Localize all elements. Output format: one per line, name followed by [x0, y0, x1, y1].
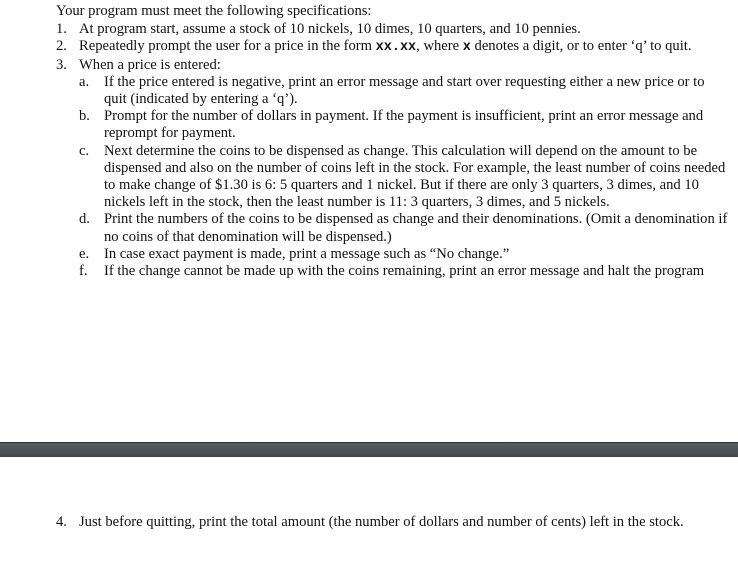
- item-text: At program start, assume a stock of 10 nickels, 10 dimes, 10 quarters, and 10 pennies.: [79, 21, 581, 38]
- item-number: 3.: [56, 56, 67, 73]
- sub-item-d: [56, 211, 728, 245]
- spec-item-2: [56, 38, 728, 56]
- sub-item-f: [56, 263, 728, 280]
- item-text: Repeatedly prompt the user for a price in the form xx.xx, where x denotes a digit, or to enter ‘q’ to quit.: [79, 38, 692, 56]
- sub-item-text: Prompt for the number of dollars in payment. If the payment is insufficient, print an error message and reprompt for payment.: [104, 108, 704, 142]
- sub-item-letter: d.: [79, 211, 90, 228]
- sub-item-letter: b.: [79, 108, 90, 125]
- sub-item-text: If the change cannot be made up with the coins remaining, print an error message and halt the program: [104, 263, 705, 280]
- sub-item-a: [56, 74, 728, 108]
- intro-text: Your program must meet the following specifications:: [56, 3, 372, 19]
- code-format: xx.xx: [375, 40, 417, 56]
- sub-item-text: If the price entered is negative, print an error message and start over requesting either a new price or to quit (indicated by entering a ‘q’).: [104, 73, 705, 108]
- sub-item-letter: c.: [79, 142, 90, 159]
- specifications-section: [56, 3, 728, 280]
- sub-item-b: [56, 108, 728, 142]
- code-digit: x: [462, 40, 471, 56]
- sub-item-c: [56, 143, 728, 212]
- spec-item-3: [56, 57, 728, 74]
- sub-item-letter: f.: [79, 263, 88, 280]
- item-text: When a price is entered:: [79, 56, 221, 73]
- item-text: Just before quitting, print the total amount (the number of dollars and number of cents) left in the stock.: [79, 514, 684, 530]
- item-number: 4.: [56, 514, 67, 530]
- sub-item-text: Next determine the coins to be dispensed as change. This calculation will depend on the amount to be dispensed and also on the number of coins left in the stock. For example, the least number of coins needed to make change of $1.30 is 6: 5 quarters and 1 nickel. But if there are only 3 quarters, 3 dimes, and 10 nickels left in the stock, then the least number is 11: 3 quarters, 3 dimes, and 5 nickels.: [104, 142, 726, 211]
- page-divider: [0, 442, 738, 458]
- item-number: 1.: [56, 21, 67, 38]
- item-number: 2.: [56, 38, 67, 55]
- sub-item-e: [56, 246, 728, 263]
- document-page-bottom: [0, 457, 738, 562]
- spec-item-4: [56, 514, 738, 531]
- sub-item-text: Print the numbers of the coins to be dispensed as change and their denominations. (Omit a denomination if no coins of that denomination will be dispensed.): [104, 211, 728, 245]
- sub-item-letter: a.: [79, 73, 90, 90]
- sub-item-letter: e.: [79, 245, 90, 262]
- spec-item-1: [56, 21, 728, 38]
- sub-item-text: In case exact payment is made, print a message such as “No change.”: [104, 245, 510, 262]
